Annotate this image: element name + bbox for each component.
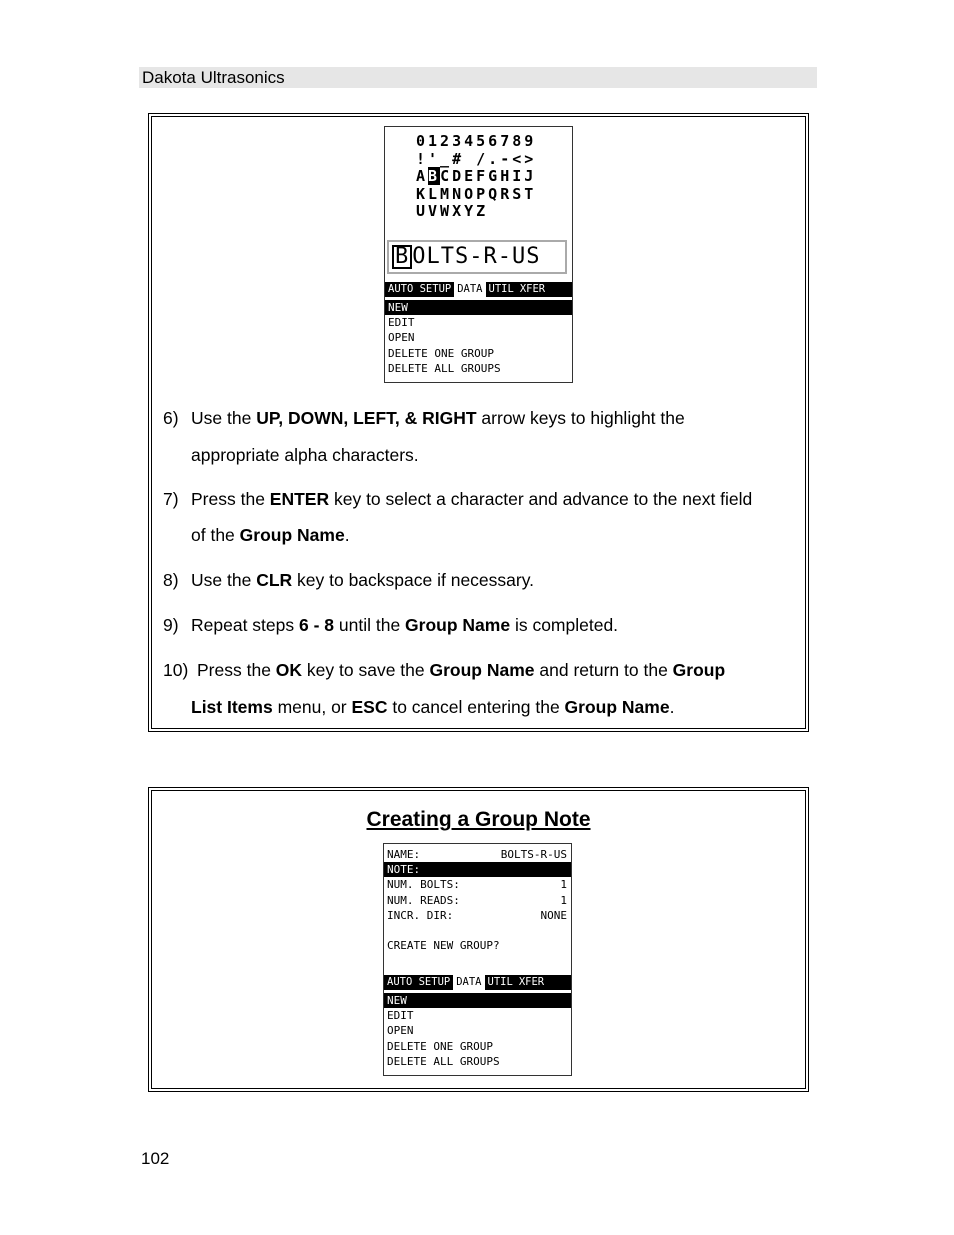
lcd-screen-group-note (383, 843, 572, 1076)
name-text: OLTS-R-US (412, 244, 541, 269)
field-row: NUM. READS: 1 (387, 893, 567, 907)
lcd-screen-group-name (384, 126, 573, 383)
charset-row: KLMNOPQRST (416, 184, 537, 203)
name-cursor: B (392, 245, 412, 269)
menu-item-open: OPEN (387, 1024, 414, 1038)
menu-item-delete-all: DELETE ALL GROUPS (387, 1054, 500, 1068)
step-6-cont: appropriate alpha characters. (191, 445, 419, 465)
menu-item-delete-all: DELETE ALL GROUPS (388, 361, 501, 375)
tab-auto-setup: AUTO SETUP (387, 976, 451, 988)
menu-item-delete-one: DELETE ONE GROUP (387, 1039, 493, 1053)
menu-item-new: NEW (384, 993, 571, 1008)
tab-xfer: XFER (518, 976, 545, 988)
field-row (384, 923, 571, 938)
menu-item-edit: EDIT (388, 316, 415, 330)
field-row: INCR. DIR: NONE (387, 908, 567, 922)
menu-tabs (385, 282, 572, 297)
tab-data: DATA (453, 975, 484, 990)
charset-char: A (416, 167, 429, 186)
page-header (139, 67, 817, 88)
section-title: Creating a Group Note (366, 808, 591, 831)
charset-highlight: B (428, 167, 441, 186)
field-row-selected: NOTE: (384, 862, 571, 877)
field-row: NUM. BOLTS: 1 (387, 878, 567, 892)
charset-row (416, 168, 536, 186)
charset-row: !'_# /.-<> (416, 149, 537, 168)
field-row: NAME: BOLTS-R-US (387, 848, 567, 861)
tab-xfer: XFER (519, 283, 546, 295)
menu-item-edit: EDIT (387, 1009, 414, 1023)
field-row: CREATE NEW GROUP? (387, 939, 500, 953)
tab-util: UTIL (488, 283, 514, 295)
charset-rest: CDEFGHIJ (440, 167, 537, 186)
step-8: 8) Use the CLR key to backspace if necessary. (163, 570, 535, 590)
header-title: Dakota Ultrasonics (142, 68, 285, 87)
step-7: 7) Press the ENTER key to select a character and advance to the next field (163, 489, 753, 509)
step-9: 9) Repeat steps 6 - 8 until the Group Name is completed. (163, 615, 619, 635)
tab-util: UTIL (487, 976, 513, 988)
page-number: 102 (141, 1149, 170, 1168)
menu-tabs (384, 975, 571, 990)
tab-data: DATA (454, 282, 485, 297)
charset-grid (416, 133, 536, 221)
charset-row: UVWXYZ (416, 202, 489, 221)
menu-item-delete-one: DELETE ONE GROUP (388, 346, 494, 360)
charset-row: 0123456789 (416, 132, 537, 150)
menu-item-new: NEW (385, 300, 572, 315)
step-10: 10) Press the OK key to save the Group Name and return to the Group (163, 660, 726, 680)
menu-item-open: OPEN (388, 331, 415, 345)
step-10-cont: List Items menu, or ESC to cancel entering the Group Name. (191, 697, 675, 717)
group-name-field (387, 240, 567, 274)
step-6: 6) Use the UP, DOWN, LEFT, & RIGHT arrow keys to highlight the (163, 408, 685, 428)
tab-auto-setup: AUTO SETUP (388, 283, 452, 295)
step-7-cont: of the Group Name. (191, 525, 350, 545)
